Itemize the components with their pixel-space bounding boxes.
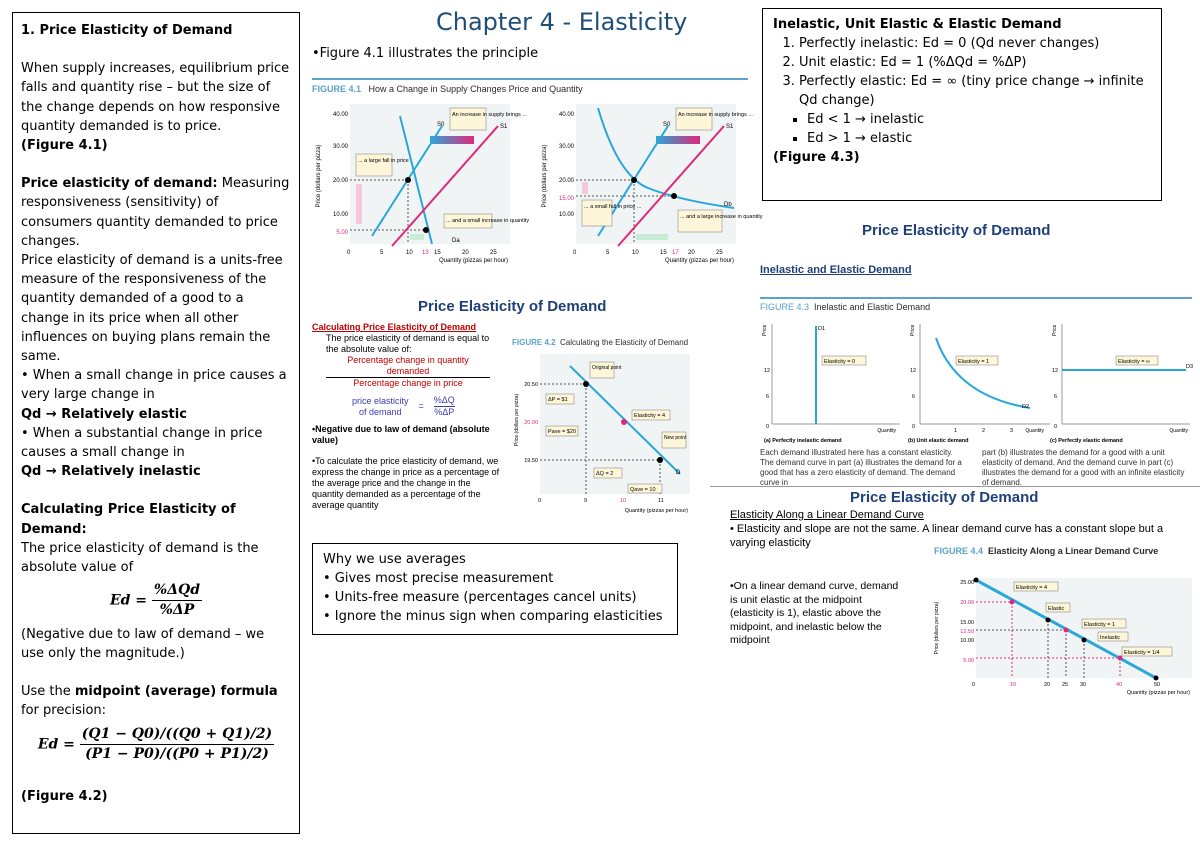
y-tick: 6: [766, 394, 770, 400]
x-tick: 15: [660, 250, 667, 256]
note-large-increase: ... and a large increase in quantity: [680, 214, 763, 220]
elasticity-1-label: Elasticity = 1: [958, 359, 990, 365]
y-tick: 20.00: [558, 178, 574, 184]
types-sublist: [807, 110, 1151, 148]
x-tick: 25: [490, 250, 497, 256]
x-tick: 25: [716, 250, 723, 256]
figure-41a-chart: [312, 96, 530, 266]
calc-ped-title: Calculating Price Elasticity of Demand: [312, 322, 477, 332]
d-label: D: [676, 470, 681, 476]
inelastic-label: Inelastic: [1100, 635, 1121, 641]
x-tick: 25: [1062, 682, 1069, 688]
x-tick: 10: [1010, 682, 1017, 688]
y-tick: 15.00: [558, 196, 574, 202]
x-tick: 40: [1116, 682, 1123, 688]
figure-42-caption: [512, 338, 688, 347]
y-tick: 6: [912, 394, 916, 400]
formula-numerator: %ΔQd: [152, 581, 202, 601]
formula-lhs: Ed =: [109, 592, 148, 609]
left-notes-panel: [12, 12, 300, 834]
x-tick: 15: [434, 250, 441, 256]
x-tick: 2: [982, 428, 986, 434]
types-list: [799, 34, 1151, 110]
y-tick: 30.00: [558, 144, 574, 150]
y-axis-label: Price: [1052, 324, 1058, 336]
midpoint-post: for precision:: [21, 703, 107, 719]
figure-41-caption: [312, 84, 583, 94]
figure-41-bullet: •Figure 4.1 illustrates the principle: [312, 46, 539, 61]
y-tick: 15.00: [960, 620, 974, 626]
y-tick: 12: [1052, 368, 1059, 374]
calc-eq-lhs2: of demand: [359, 406, 402, 417]
figure-43-title: Inelastic and Elastic Demand: [814, 302, 931, 312]
midpoint-formula: [21, 725, 291, 764]
calc-denominator: Percentage change in price: [353, 378, 463, 388]
x-tick: 20: [462, 250, 469, 256]
equilibrium-point: [405, 177, 411, 183]
y-tick: 0: [1054, 424, 1058, 430]
dp-label: ΔP = $1: [548, 397, 568, 403]
sub-item: ▪ Ed < 1 → inelastic: [807, 110, 1151, 129]
qave-label: Qave = 10: [630, 487, 656, 493]
figure-ref-42: (Figure 4.2): [21, 788, 108, 804]
d1-label: D1: [818, 326, 826, 332]
y-axis-label: Price (dollars per pizza): [542, 144, 548, 208]
elasticity-formula: [21, 581, 291, 620]
quantity-rise-arrow: [636, 234, 668, 240]
s1-label: S1: [500, 124, 508, 130]
elastic-bullet: • When a small change in price causes a very large change in: [21, 368, 287, 403]
units-free-paragraph: Price elasticity of demand is a units-free measure of the responsiveness of the quantity demanded of a good to a change in its price when all other influences on buying plans remain the same.: [21, 253, 283, 365]
x-tick: 20: [688, 250, 695, 256]
inelastic-result: Qd → Relatively inelastic: [21, 464, 201, 480]
figure-42-chart: [510, 350, 696, 518]
type-item: 2. Unit elastic: Ed = 1 (%ΔQd = %ΔP): [799, 53, 1151, 72]
y-tick: 30.00: [332, 144, 348, 150]
ped-section-title: Price Elasticity of Demand: [418, 298, 607, 315]
inelastic-bullet: • When a substantial change in price causes a small change in: [21, 425, 263, 461]
x-tick: 30: [1080, 682, 1087, 688]
x-axis-label: Quantity: [1025, 428, 1044, 434]
dq-label: ΔQ = 2: [596, 471, 614, 477]
d-label: Db: [724, 202, 732, 208]
x-tick: 1: [954, 428, 958, 434]
figure-43-label: FIGURE 4.3: [760, 302, 810, 312]
elasticity-quarter-label: Elasticity = 1/4: [1124, 650, 1160, 656]
x-axis-label: Quantity: [877, 428, 896, 434]
supply-paragraph: When supply increases, equilibrium price falls and quantity rise – but the size of the change depends on how responsive quantity demanded is to price.: [21, 61, 290, 134]
panel-b-caption: (b) Unit elastic demand: [908, 438, 969, 444]
d3-label: D3: [1186, 364, 1194, 370]
x-tick: 3: [1010, 428, 1014, 434]
ped-title-right: Price Elasticity of Demand: [862, 222, 1051, 239]
note-increase: An increase in supply brings ...: [678, 112, 753, 118]
equilibrium-point: [631, 177, 637, 183]
y-axis-label: Price: [762, 324, 768, 336]
x-tick: 0: [573, 250, 577, 256]
x-tick: 20: [1044, 682, 1051, 688]
formula-fraction: [152, 581, 202, 620]
price-fall-arrow: [582, 182, 588, 194]
x-tick: 10: [632, 250, 639, 256]
x-tick: 10: [406, 250, 413, 256]
equilibrium-point: [423, 227, 429, 233]
x-tick: 9: [584, 498, 588, 504]
figure-43-caption: [760, 302, 930, 312]
calc-eq-sign: =: [418, 401, 424, 411]
curve-point: [1082, 638, 1087, 643]
x-tick: 0: [347, 250, 351, 256]
curve-point: [1064, 628, 1069, 633]
x-axis-label: Quantity (pizzas per hour): [438, 258, 508, 264]
y-axis-label: Price (dollars per pizza): [316, 144, 322, 208]
linear-curve-title: Elasticity Along a Linear Demand Curve: [730, 509, 924, 521]
elasticity-0-label: Elasticity = 0: [824, 359, 856, 365]
figure-42-label: FIGURE 4.2: [512, 338, 556, 347]
ped-definition: [21, 174, 291, 251]
why-item: • Units-free measure (percentages cancel units): [323, 590, 637, 605]
curve-point: [974, 578, 979, 583]
figure-42-title: Calculating the Elasticity of Demand: [560, 338, 689, 347]
x-axis-label: Quantity (pizzas per hour): [624, 508, 688, 514]
note-large-fall: ... a large fall in price: [358, 158, 409, 164]
section-divider: [710, 486, 1200, 487]
midpoint-numerator: (Q1 − Q0)/((Q0 + Q1)/2): [80, 725, 274, 745]
y-tick: 6: [1054, 394, 1058, 400]
section-heading: 1. Price Elasticity of Demand: [21, 23, 233, 38]
neg-note: •Negative due to law of demand (absolute value): [312, 424, 490, 445]
y-tick: 19.50: [524, 458, 538, 464]
elasticity-types-box: [762, 8, 1162, 201]
y-axis-label: Price: [910, 324, 916, 336]
calc-eq-frac: [434, 395, 455, 418]
y-tick: 12: [910, 368, 917, 374]
curve-point: [1046, 618, 1051, 623]
calc-heading: Calculating Price Elasticity of Demand:: [21, 502, 236, 537]
y-tick: 20.00: [332, 178, 348, 184]
x-tick: 10: [620, 498, 627, 504]
d-label: Da: [452, 238, 460, 244]
figure-ref: (Figure 4.1): [21, 138, 108, 154]
y-tick: 5.00: [963, 658, 974, 664]
type-item: 1. Perfectly inelastic: Ed = 0 (Qd never changes): [799, 34, 1151, 53]
x-tick: 50: [1154, 682, 1161, 688]
figure-44-caption: [934, 546, 1164, 556]
calc-eq-lhs1: price elasticity: [352, 395, 409, 406]
midpoint-pre: Use the: [21, 684, 75, 700]
x-tick: 5: [606, 250, 610, 256]
y-tick: 10.00: [332, 212, 348, 218]
x-tick: 0: [972, 682, 976, 688]
ped-def-text: Measuring responsiveness (sensitivity) of consumers quantity demanded to price changes.: [21, 176, 290, 249]
ped-title-right-2: Price Elasticity of Demand: [850, 489, 1039, 506]
new-point-label: New point: [664, 435, 687, 441]
note-small-fall: ... a small fall in price ...: [584, 204, 642, 210]
why-item: • Ignore the minus sign when comparing elasticities: [323, 609, 663, 624]
figure-43-rule: [760, 297, 1192, 299]
sub-item: ▪ Ed > 1 → elastic: [807, 129, 1151, 148]
x-axis-label: Quantity: [1169, 428, 1188, 434]
chapter-title: Chapter 4 - Elasticity: [436, 8, 688, 36]
why-averages-box: [312, 543, 678, 635]
shift-arrow: [430, 136, 474, 144]
elastic-result: Qd → Relatively elastic: [21, 406, 187, 422]
y-tick: 12: [764, 368, 771, 374]
pave-label: Pave = $20: [548, 429, 576, 435]
equilibrium-point: [671, 193, 677, 199]
original-point-label: Original point: [592, 365, 622, 371]
figure-ref-43: (Figure 4.3): [773, 150, 860, 165]
y-tick: 25.00: [960, 580, 974, 586]
s0-label: S0: [663, 122, 671, 128]
note-increase: An increase in supply brings ...: [452, 112, 527, 118]
elastic-label: Elastic: [1048, 606, 1065, 612]
midpoint-intro: [21, 682, 291, 720]
y-tick: 40.00: [558, 112, 574, 118]
y-tick: 20.50: [524, 382, 538, 388]
calc-numerator: Percentage change in quantity demanded: [326, 355, 490, 378]
types-title: Inelastic, Unit Elastic & Elastic Demand: [773, 17, 1062, 32]
y-tick: 10.00: [558, 212, 574, 218]
calc-ped-line: The price elasticity of demand is equal to the absolute value of:: [326, 333, 490, 354]
y-tick: 40.00: [332, 112, 348, 118]
ped-term: Price elasticity of demand:: [21, 176, 218, 192]
type-item: 3. Perfectly elastic: Ed = ∞ (tiny price change → infinite Qd change): [799, 72, 1151, 110]
why-item: • Gives most precise measurement: [323, 571, 554, 586]
figure-43-charts: [760, 316, 1194, 446]
figure-44-title: Elasticity Along a Linear Demand Curve: [988, 546, 1159, 556]
note-small-increase: ... and a small increase in quantity: [446, 218, 530, 224]
formula-denominator: %ΔP: [159, 602, 195, 619]
shift-arrow: [656, 136, 700, 144]
figure-41b-chart: [538, 96, 763, 266]
y-tick: 5.00: [336, 230, 348, 236]
why-title: Why we use averages: [323, 552, 466, 567]
d2-label: D2: [1022, 404, 1030, 410]
midpoint-denominator: (P1 − P0)/((P0 + P1)/2): [85, 745, 269, 762]
panel-c-caption: (c) Perfectly elastic demand: [1050, 438, 1123, 444]
y-axis-label: Price (dollars per pizza): [514, 393, 520, 447]
figure-43-text-right: part (b) illustrates the demand for a good with a unit elasticity of demand. And the demand curve in part (c) illustrates the demand for a good with an infinite elasticity of demand.: [982, 448, 1185, 487]
x-tick: 0: [538, 498, 542, 504]
midpoint-fraction: [80, 725, 274, 764]
y-tick: 20.00: [960, 600, 974, 606]
linear-bullet-2: •On a linear demand curve, demand is unit elastic at the midpoint (elasticity is 1), elastic above the midpoint, and inelastic below the midpoint: [730, 580, 899, 646]
x-tick: 13: [422, 250, 429, 256]
s1-label: S1: [726, 124, 734, 130]
linear-bullet-1: • Elasticity and slope are not the same. A linear demand curve has a constant slope but a varying elasticity: [730, 523, 1164, 549]
curve-point: [1154, 676, 1159, 681]
figure-43-text-left: Each demand illustrated here has a constant elasticity. The demand curve in part (a) illustrates the demand for a good that has a zero elasticity of demand. The demand curve in: [760, 448, 962, 487]
figure-44-chart: [930, 572, 1196, 696]
figure-44-label: FIGURE 4.4: [934, 546, 984, 556]
figure-41-title: How a Change in Supply Changes Price and Quantity: [368, 84, 583, 94]
s0-label: S0: [437, 122, 445, 128]
x-tick: 11: [658, 498, 664, 504]
y-tick: 10.00: [960, 638, 974, 644]
midpoint-lhs: Ed =: [37, 736, 75, 753]
price-fall-arrow: [356, 184, 362, 224]
x-tick: 17: [672, 250, 679, 256]
figure-41-label: FIGURE 4.1: [312, 84, 362, 94]
panel-a-caption: (a) Perfectly inelastic demand: [764, 438, 842, 444]
elasticity-label: Elasticity = 4: [634, 413, 666, 419]
inelastic-elastic-title: Inelastic and Elastic Demand: [760, 264, 912, 276]
formula-note: (Negative due to law of demand – we use only the magnitude.): [21, 626, 265, 661]
elasticity-1-label: Elasticity = 1: [1084, 622, 1116, 628]
x-axis-label: Quantity (pizzas per hour): [1126, 690, 1190, 696]
elasticity-inf-label: Elasticity = ∞: [1118, 359, 1150, 365]
x-tick: 5: [380, 250, 384, 256]
y-tick: 0: [912, 424, 916, 430]
midpoint: [621, 419, 627, 425]
midpoint-bold: midpoint (average) formula: [74, 684, 278, 700]
y-axis-label: Price (dollars per pizza): [934, 601, 940, 655]
y-tick: 20.00: [524, 420, 538, 426]
calc-eq-num: %ΔQ: [433, 395, 455, 405]
calc-eq-lhs: [352, 396, 409, 418]
calc-text: The price elasticity of demand is the absolute value of: [21, 540, 259, 576]
elasticity-4-label: Elasticity = 4: [1016, 585, 1048, 591]
calc-ped-block: [312, 322, 504, 511]
quantity-rise-arrow: [410, 234, 424, 240]
figure-41-rule: [312, 78, 748, 80]
y-tick: 0: [766, 424, 770, 430]
x-axis-label: Quantity (pizzas per hour): [664, 258, 734, 264]
new-point: [657, 457, 663, 463]
calc-note: •To calculate the price elasticity of demand, we express the change in price as a percentage of the average price and the change in the quantity demanded as a percentage of the average quantity: [312, 456, 500, 510]
calc-eq-den: %ΔP: [434, 407, 455, 417]
y-tick: 12.50: [960, 629, 974, 635]
calc-equation: [312, 395, 504, 418]
curve-point: [1010, 600, 1015, 605]
demand-d2: [936, 338, 1030, 408]
original-point: [583, 381, 589, 387]
